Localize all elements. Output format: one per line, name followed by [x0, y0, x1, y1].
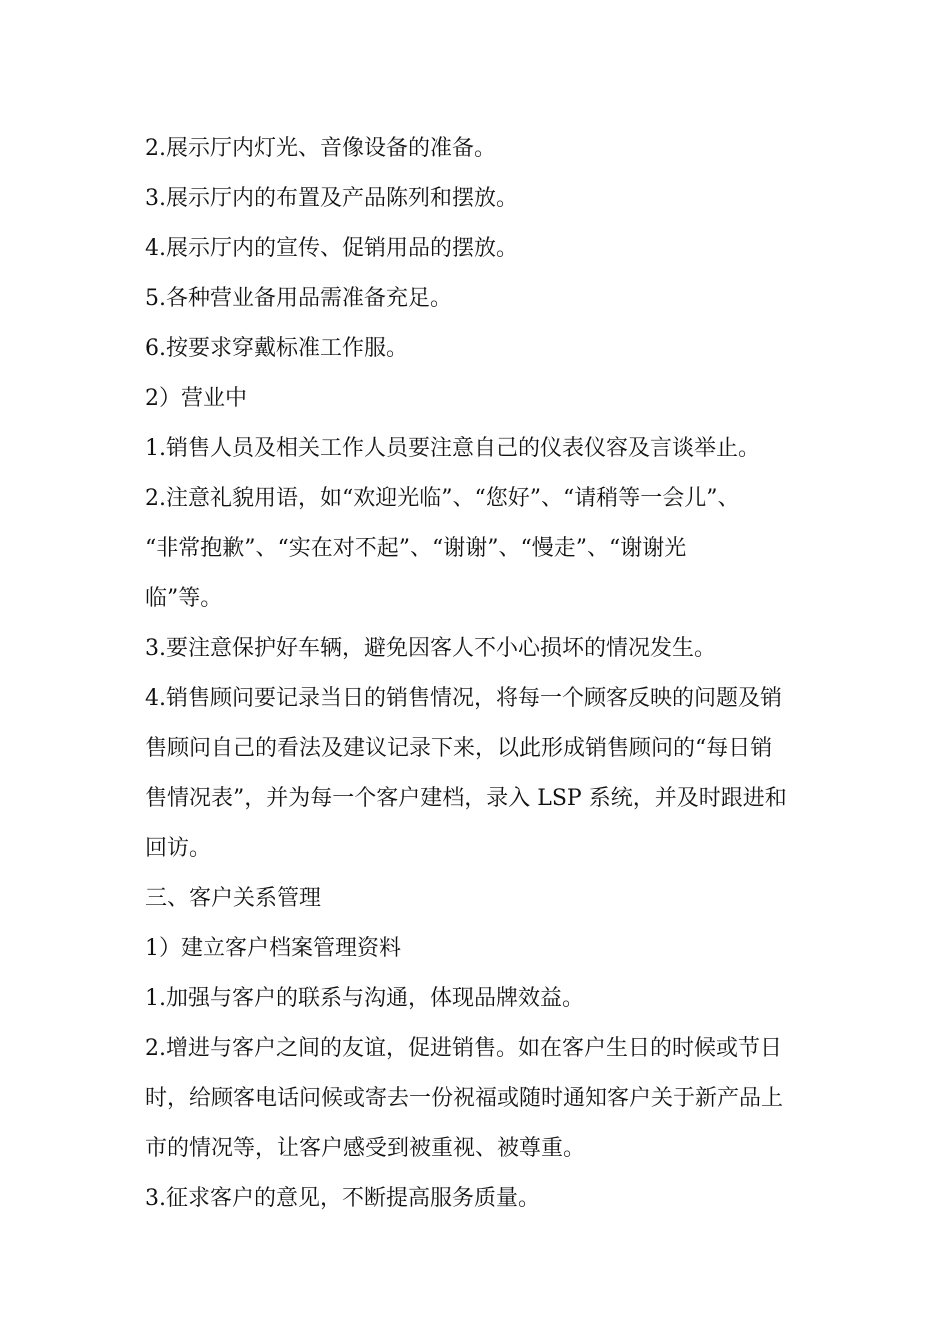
- subsection-heading: 1）建立客户档案管理资料: [145, 936, 401, 961]
- section-heading: 三、客户关系管理: [145, 886, 322, 911]
- text-line: 2.注意礼貌用语，如“欢迎光临”、“您好”、“请稍等一会儿”、: [145, 486, 740, 511]
- text-line: 2.展示厅内灯光、音像设备的准备。: [145, 136, 496, 161]
- text-line: 临”等。: [145, 586, 223, 611]
- text-line: 售情况表”，并为每一个客户建档，录入 LSP 系统，并及时跟进和: [145, 786, 787, 811]
- text-line: “非常抱歉”、“实在对不起”、“谢谢”、“慢走”、“谢谢光: [145, 536, 687, 561]
- text-line: 2.增进与客户之间的友谊，促进销售。如在客户生日的时候或节日: [145, 1036, 782, 1061]
- text-line: 6.按要求穿戴标准工作服。: [145, 336, 408, 361]
- text-line: 1.加强与客户的联系与沟通，体现品牌效益。: [145, 986, 584, 1011]
- text-line: 3.征求客户的意见，不断提高服务质量。: [145, 1186, 540, 1211]
- text-line: 售顾问自己的看法及建议记录下来，以此形成销售顾问的“每日销: [145, 736, 773, 761]
- text-line: 4.销售顾问要记录当日的销售情况，将每一个顾客反映的问题及销: [145, 686, 782, 711]
- text-line: 5.各种营业备用品需准备充足。: [145, 286, 452, 311]
- text-line: 3.展示厅内的布置及产品陈列和摆放。: [145, 186, 518, 211]
- text-line: 回访。: [145, 836, 212, 861]
- document-body: [145, 124, 820, 1224]
- text-line: 1.销售人员及相关工作人员要注意自己的仪表仪容及言谈举止。: [145, 436, 760, 461]
- text-line: 市的情况等，让客户感受到被重视、被尊重。: [145, 1136, 586, 1161]
- text-line: 3.要注意保护好车辆，避免因客人不小心损坏的情况发生。: [145, 636, 716, 661]
- section-heading: 2）营业中: [145, 386, 247, 411]
- text-line: 时，给顾客电话问候或寄去一份祝福或随时通知客户关于新产品上: [145, 1086, 784, 1111]
- text-line: 4.展示厅内的宣传、促销用品的摆放。: [145, 236, 518, 261]
